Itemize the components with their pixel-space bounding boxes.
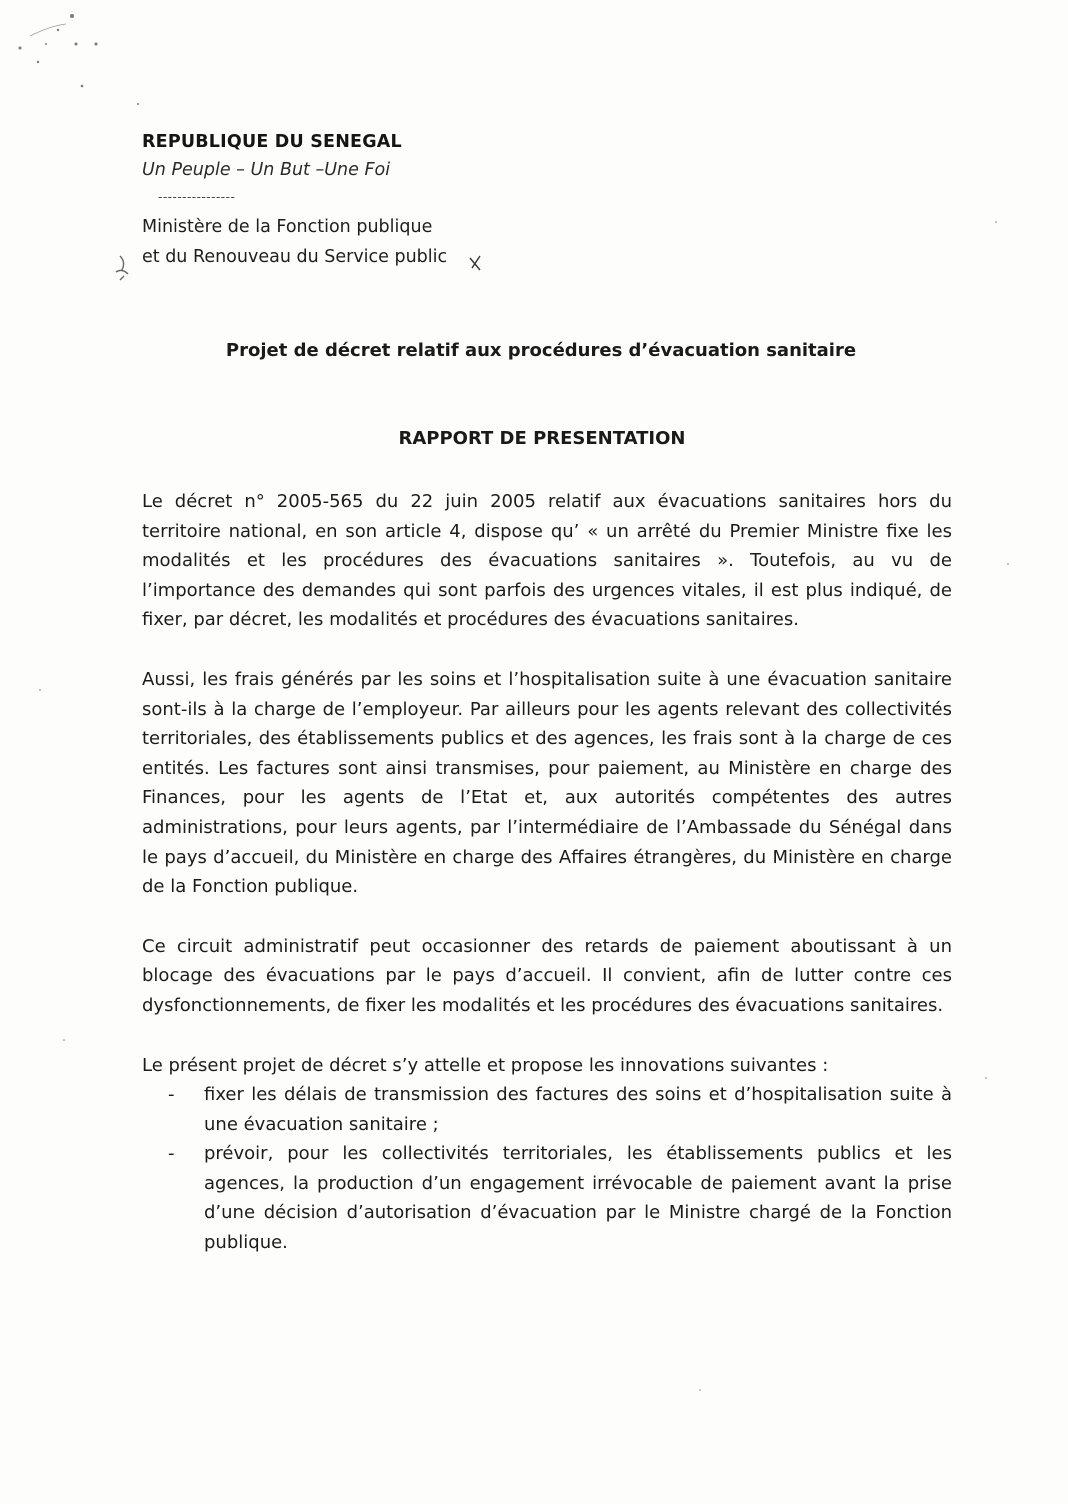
document-heading: RAPPORT DE PRESENTATION [398,428,686,449]
ministry-line-1: Ministère de la Fonction publique [142,217,433,237]
document-subject: Projet de décret relatif aux procédures d’évacuation sanitaire [225,340,857,361]
list-item-text: fixer les délais de transmission des factures des soins et d’hospitalisation suite à une évacuation sanitaire ; [204,1084,952,1135]
list-item-text: prévoir, pour les collectivités territoriales, les établissements publics et les agences, la production d’un engagement irrévocable de paiement avant la prise d’une décision d’autorisation d’évacuation par le Ministre chargé de la Fonction publique. [204,1143,952,1254]
letterhead [142,128,642,272]
list-item [142,1139,952,1257]
national-motto: Un Peuple – Un But –Une Foi [142,160,391,180]
list-item [142,1080,952,1139]
handwritten-mark-icon [112,252,140,282]
pen-check-mark-icon [466,252,488,274]
paragraph: Ce circuit administratif peut occasionner des retards de paiement aboutissant à un blocage des évacuations par le pays d’accueil. Il convient, afin de lutter contre ces dysfonctionnements, de fixer les modalités et les procédures des évacuations sanitaires. [142,935,952,1016]
header-separator: ---------------- [158,190,236,204]
document-body [142,487,952,1258]
paragraph: Le présent projet de décret s’y attelle et propose les innovations suivantes : [142,1054,829,1076]
country-name: REPUBLIQUE DU SENEGAL [142,132,402,152]
ministry-line-2: et du Renouveau du Service public [142,247,448,267]
innovations-list [142,1080,952,1258]
paragraph: Aussi, les frais générés par les soins et l’hospitalisation suite à une évacuation sanitaire sont-ils à la charge de l’employeur. Par ailleurs pour les agents relevant des collectivités territoriales, des établissements publics et des agences, les frais sont à la charge de ces entités. Les factures sont ainsi transmises, pour paiement, au Ministère en charge des Finances, pour les agents de l’Etat et, aux autorités compétentes des autres administrations, pour leurs agents, par l’intermédiaire de l’Ambassade du Sénégal dans le pays d’accueil, du Ministère en charge des Affaires étrangères, du Ministère en charge de la Fonction publique. [142,668,952,898]
list-bullet: - [168,1143,175,1165]
paragraph: Le décret n° 2005-565 du 22 juin 2005 relatif aux évacuations sanitaires hors du territoire national, en son article 4, dispose qu’ « un arrêté du Premier Ministre fixe les modalités et les procédures des évacuations sanitaires ». Toutefois, au vu de l’importance des demandes qui sont parfois des urgences vitales, il est plus indiqué, de fixer, par décret, les modalités et procédures des évacuations sanitaires. [142,491,952,631]
list-bullet: - [168,1084,175,1106]
